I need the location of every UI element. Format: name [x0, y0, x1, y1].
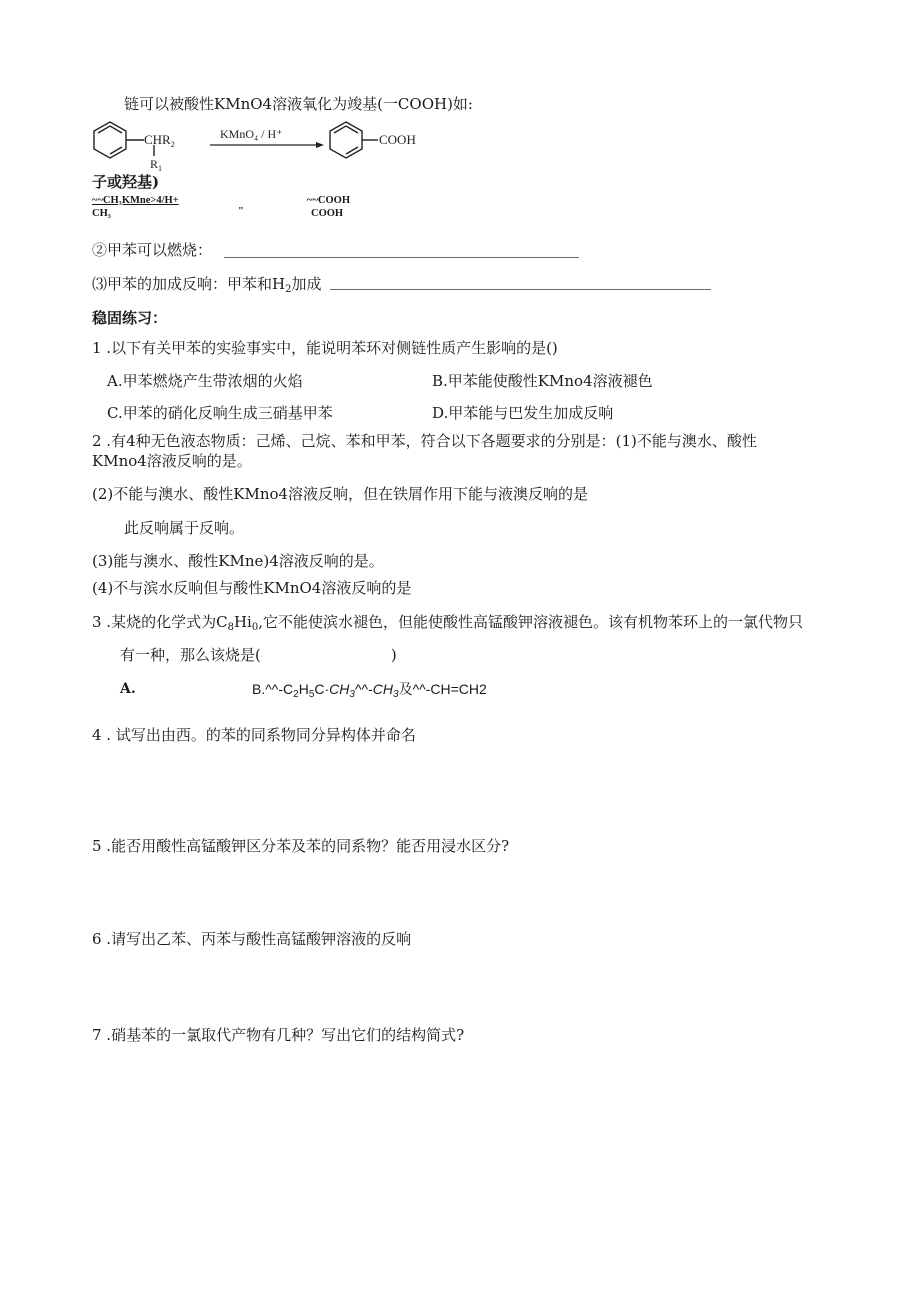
question-1-option-c[interactable]: C.甲苯的硝化反响生成三硝基甲苯 [107, 404, 333, 422]
question-3-stem [92, 612, 803, 632]
reactant-group-label: $CHR_2$ [144, 132, 175, 149]
question-1-option-a[interactable]: A.甲苯燃烧产生带浓烟的火焰 [107, 372, 303, 390]
item-2-label: ②甲苯可以燃烧： [92, 241, 213, 259]
q3-optb-4: ^^- [354, 681, 373, 697]
question-1-option-d[interactable]: D.甲苯能与巴发生加成反响 [432, 404, 614, 422]
q3-stem-c: ,它不能使滨水褪色，但能使酸性高锰酸钾溶液褪色。该有机物苯环上的一氯代物只 [258, 613, 803, 631]
question-7: 7 .硝基苯的一氯取代产物有几种？写出它们的结构简式? [92, 1026, 465, 1044]
question-3-line2 [120, 645, 397, 665]
q3-optb-2: H [298, 681, 309, 697]
q3-optb-it1: CH [329, 681, 350, 697]
item-2-combustion [92, 240, 212, 260]
garbled-mid: " [238, 206, 244, 217]
q3-optb-1: B.^^-C [252, 681, 294, 697]
garbled-reactant-bottom: CH₃ [92, 208, 111, 219]
q3-line2-b: ) [390, 646, 397, 664]
oxidation-reaction-diagram [88, 118, 448, 180]
q3-optb-sub1: 2 [293, 689, 299, 700]
item-3-label-b: 加成 [291, 275, 322, 293]
question-2-stem-line2: KMno4溶液反响的是。 [92, 452, 252, 470]
q3-stem-b: Hi [233, 613, 252, 631]
q3-line2-a: 有一种，那么该烧是( [120, 646, 261, 664]
garbled-reactant-top: ~~CH₃KMne>4/H+ [92, 195, 179, 206]
q3-optb-it2: CH [372, 681, 394, 697]
reaction-arrow [210, 142, 324, 148]
question-3-option-a[interactable]: A. [120, 681, 136, 697]
reactant-branch-label: $R_1$ [150, 157, 163, 173]
section-title: 稳固练习： [92, 309, 168, 327]
q3-optb-sub2: 5 [308, 689, 315, 700]
q3-stem-sub1: 8 [227, 622, 234, 633]
q3-optb-sub4: 3 [393, 689, 399, 700]
item-2-answer-blank[interactable] [224, 257, 579, 258]
intro-text: 链可以被酸性KMnO4溶液氧化为竣基(一COOH)如: [124, 95, 473, 113]
question-2-part-2: (2)不能与澳水、酸性KMno4溶液反响，但在铁屑作用下能与液澳反响的是 [92, 485, 589, 503]
product-group-label: COOH [379, 132, 416, 147]
item-3-answer-blank[interactable] [330, 289, 711, 290]
item-3-addition [92, 274, 321, 294]
question-2-part-4: (4)不与滨水反响但与酸性KMnO4溶液反响的是 [92, 579, 412, 597]
q3-optb-5: 及^^-CH=CH2 [398, 681, 487, 697]
question-6: 6 .请写出乙苯、丙苯与酸性高锰酸钾溶液的反响 [92, 930, 412, 948]
arrow-reagent-label: KMnO₄ / H⁺ [220, 127, 283, 141]
question-2-part-2b: 此反响属于反响。 [124, 519, 245, 537]
intro-fragment: 子或羟基) [92, 173, 160, 191]
question-2-part-3: (3)能与澳水、酸性KMne)4溶液反响的是。 [92, 552, 384, 570]
product-benzene-ring [330, 122, 378, 158]
garbled-product-top: ~~COOH [307, 195, 351, 206]
item-3-label-a: ⑶甲苯的加成反响：甲苯和H [92, 275, 286, 293]
question-2-stem-line1: 2 .有4种无色液态物质：己烯、己烷、苯和甲苯，符合以下各题要求的分别是：(1)不能与澳水、酸性 [92, 432, 757, 450]
question-1-stem: 1 .以下有关甲苯的实验事实中，能说明苯环对侧链性质产生影响的是() [92, 339, 558, 357]
question-4: 4 . 试写出由西。的苯的同系物同分异构体并命名 [92, 726, 416, 744]
q3-optb-3: C· [314, 681, 330, 697]
q3-stem-sub2: 0 [251, 622, 259, 633]
question-5: 5 .能否用酸性高锰酸钾区分苯及苯的同系物？能否用浸水区分? [92, 837, 510, 855]
q3-stem-a: 3 .某烧的化学式为C [92, 613, 228, 631]
item-3-sub: 2 [285, 284, 292, 295]
question-3-option-b[interactable] [252, 679, 487, 699]
garbled-product-bottom: COOH [311, 208, 344, 219]
q3-optb-sub3: 3 [349, 689, 355, 700]
question-1-option-b[interactable]: B.甲苯能使酸性KMno4溶液褪色 [432, 372, 653, 390]
